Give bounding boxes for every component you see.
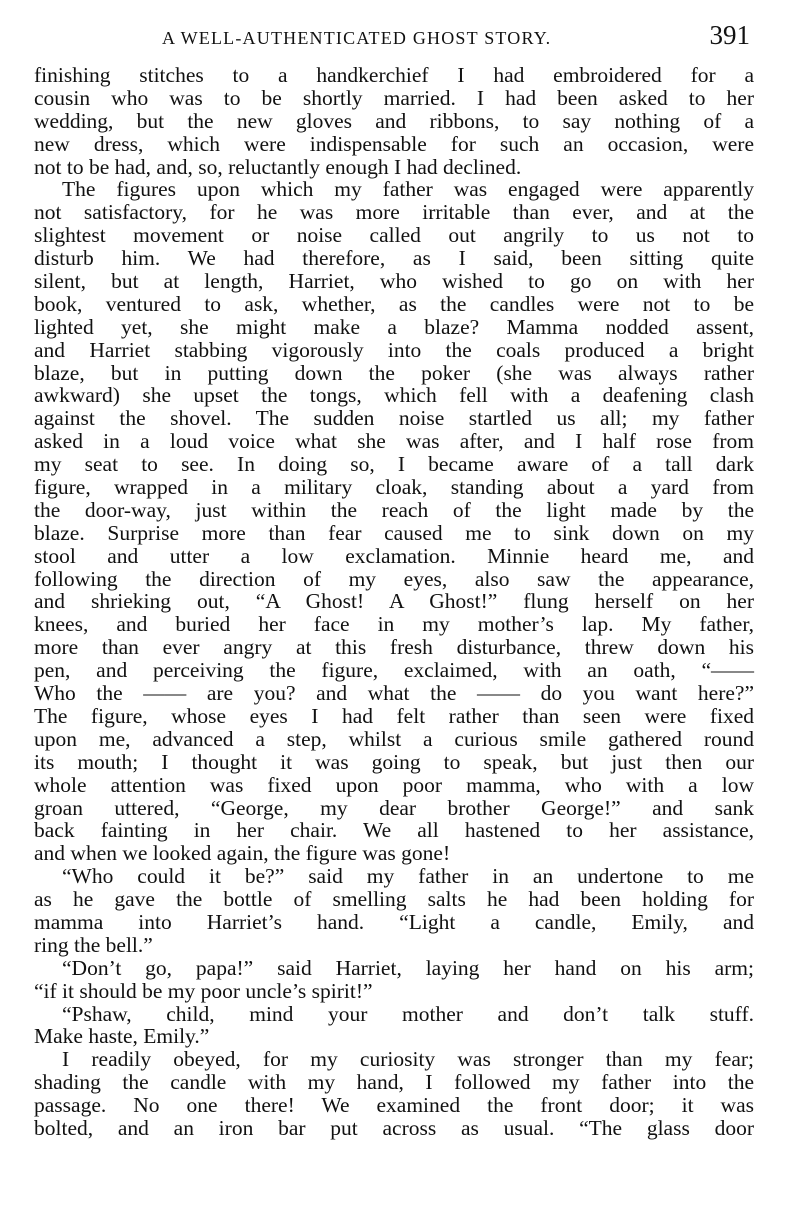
text-line: cousin who was to be shortly married. I had been asked to her (34, 85, 754, 110)
text-line: pen, and perceiving the figure, exclaimed, with an oath, “—— (34, 658, 754, 683)
text-line: The figures upon which my father was engaged were apparently (62, 177, 754, 202)
text-line: back fainting in her chair. We all hastened to her assistance, (34, 818, 754, 843)
text-line: ring the bell.” (34, 932, 153, 957)
text-line: whole attention was fixed upon poor mamma, who with a low (34, 772, 754, 797)
book-page (34, 20, 754, 1140)
text-line: asked in a loud voice what she was after, and I half rose from (34, 429, 754, 454)
text-line: its mouth; I thought it was going to speak, but just then our (34, 749, 754, 774)
body-text (34, 64, 754, 1140)
text-line: my seat to see. In doing so, I became aware of a tall dark (34, 452, 754, 477)
text-line: “if it should be my poor uncle’s spirit!” (34, 978, 373, 1003)
text-line: new dress, which were indispensable for such an occasion, were (34, 131, 754, 156)
text-line: The figure, whose eyes I had felt rather than seen were fixed (34, 703, 754, 728)
text-line: bolted, and an iron bar put across as usual. “The glass door (34, 1115, 754, 1140)
text-line: blaze, but in putting down the poker (she was always rather (34, 360, 754, 385)
text-line: blaze. Surprise more than fear caused me to sink down on my (34, 520, 754, 545)
text-line: finishing stitches to a handkerchief I had embroidered for a (34, 63, 754, 87)
text-line: book, ventured to ask, whether, as the candles were not to be (34, 291, 754, 316)
text-line: passage. No one there! We examined the front door; it was (34, 1093, 754, 1118)
text-line: disturb him. We had therefore, as I said, been sitting quite (34, 246, 754, 271)
text-line: silent, but at length, Harriet, who wished to go on with her (34, 269, 754, 294)
text-line: figure, wrapped in a military cloak, standing about a yard from (34, 475, 754, 500)
text-line: shading the candle with my hand, I followed my father into the (34, 1070, 754, 1095)
text-line: stool and utter a low exclamation. Minnie heard me, and (34, 543, 754, 568)
text-line: I readily obeyed, for my curiosity was stronger than my fear; (62, 1047, 754, 1072)
running-head (34, 20, 754, 60)
text-line: groan uttered, “George, my dear brother George!” and sank (34, 795, 754, 820)
text-line: as he gave the bottle of smelling salts he had been holding for (34, 887, 754, 912)
text-line: more than ever angry at this fresh disturbance, threw down his (34, 635, 754, 660)
text-line: and Harriet stabbing vigorously into the coals produced a bright (34, 337, 754, 362)
text-line: not to be had, and, so, reluctantly enough I had declined. (34, 154, 522, 179)
text-line: wedding, but the new gloves and ribbons, to say nothing of a (34, 108, 754, 133)
text-line: knees, and buried her face in my mother’s lap. My father, (34, 612, 754, 637)
text-line: and shrieking out, “A Ghost! A Ghost!” flung herself on her (34, 589, 754, 614)
text-line: and when we looked again, the figure was gone! (34, 841, 451, 866)
text-line: lighted yet, she might make a blaze? Mamma nodded assent, (34, 314, 754, 339)
running-title: A WELL-AUTHENTICATED GHOST STORY. (162, 28, 552, 48)
text-line: Make haste, Emily.” (34, 1024, 210, 1049)
text-line: upon me, advanced a step, whilst a curious smile gathered round (34, 726, 754, 751)
text-line: “Don’t go, papa!” said Harriet, laying her hand on his arm; (62, 955, 754, 980)
text-line: “Pshaw, child, mind your mother and don’t talk stuff. (62, 1001, 754, 1026)
text-line: mamma into Harriet’s hand. “Light a candle, Emily, and (34, 909, 754, 934)
text-line: not satisfactory, for he was more irritable than ever, and at the (34, 200, 754, 225)
text-line: slightest movement or noise called out angrily to us not to (34, 223, 754, 248)
text-line: following the direction of my eyes, also saw the appearance, (34, 566, 754, 591)
text-line: Who the —— are you? and what the —— do you want here?” (34, 681, 754, 706)
text-line: awkward) she upset the tongs, which fell with a deafening clash (34, 383, 754, 408)
text-line: “Who could it be?” said my father in an undertone to me (62, 864, 754, 889)
page-number: 391 (709, 20, 750, 50)
text-line: the door-way, just within the reach of the light made by the (34, 497, 754, 522)
text-line: against the shovel. The sudden noise startled us all; my father (34, 406, 754, 431)
